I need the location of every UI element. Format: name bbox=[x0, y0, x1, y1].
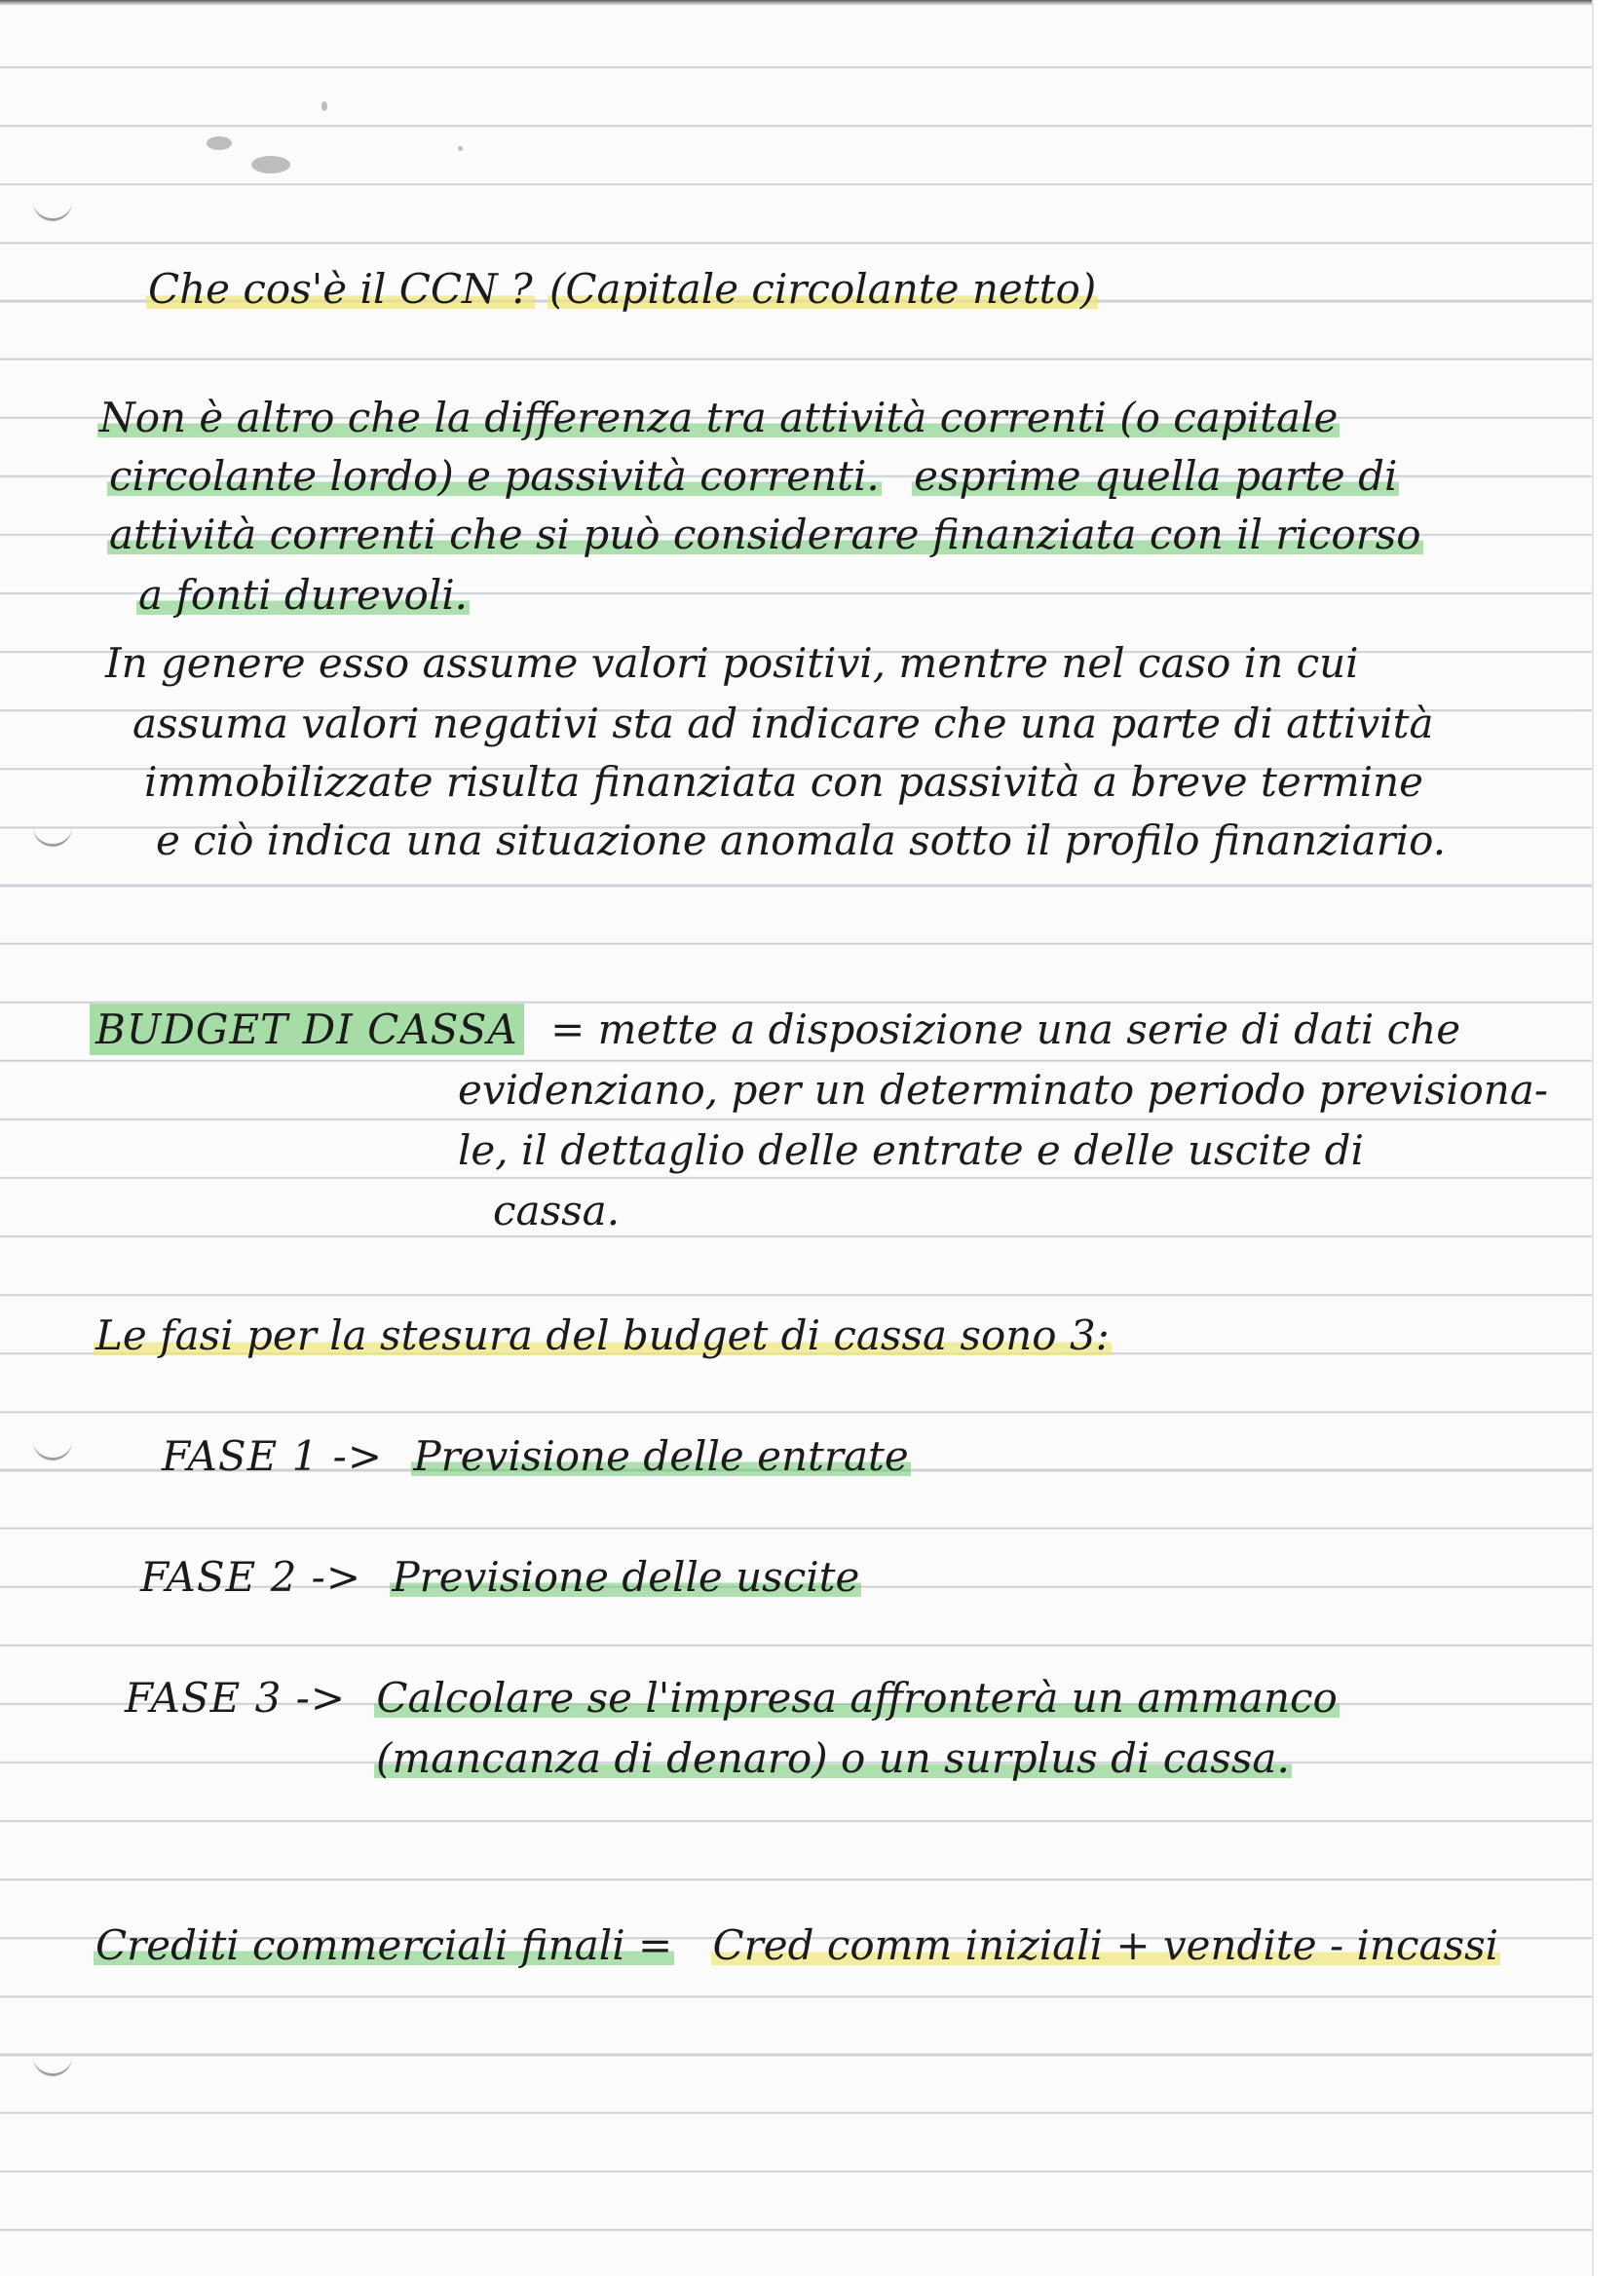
note-title bbox=[146, 265, 1098, 313]
ink-smudge bbox=[458, 146, 463, 151]
title-paren: (Capitale circolante netto) bbox=[548, 265, 1097, 313]
phase-text: Previsione delle entrate bbox=[413, 1432, 909, 1480]
budget-label: BUDGET DI CASSA bbox=[90, 1004, 524, 1055]
formula-rhs: Cred comm iniziali + vendite - incassi bbox=[712, 1921, 1499, 1969]
budget-line-1 bbox=[90, 1005, 1461, 1053]
general-line-4: e ciò indica una situazione anomala sotto il profilo finanziario. bbox=[156, 816, 1447, 864]
general-line-2: assuma valori negativi sta ad indicare che una parte di attività bbox=[132, 700, 1434, 747]
phase-text: (mancanza di denaro) o un surplus di cassa. bbox=[376, 1734, 1290, 1782]
phase-text: Calcolare se l'impresa affronterà un ammanco bbox=[376, 1674, 1338, 1722]
definition-text: a fonti durevoli. bbox=[138, 571, 469, 619]
definition-line-4 bbox=[136, 571, 470, 619]
definition-text: attività correnti che si può considerare finanziata con il ricorso bbox=[109, 511, 1421, 558]
formula-lhs: Crediti commerciali finali = bbox=[95, 1921, 673, 1969]
ink-smudge bbox=[207, 136, 232, 150]
definition-line-2 bbox=[107, 452, 1399, 500]
definition-text: circolante lordo) e passività correnti. bbox=[109, 452, 880, 500]
title-question: Che cos'è il CCN ? bbox=[148, 265, 533, 313]
definition-text: Non è altro che la differenza tra attività correnti (o capitale bbox=[99, 394, 1339, 441]
definition-text: esprime quella parte di bbox=[914, 452, 1398, 500]
definition-line-3 bbox=[107, 511, 1423, 558]
phases-intro-text: Le fasi per la stesura del budget di cassa sono 3: bbox=[95, 1311, 1110, 1359]
budget-line-3: le, il dettaglio delle entrate e delle uscite di bbox=[458, 1126, 1364, 1174]
phase-label: FASE 2 -> bbox=[140, 1553, 362, 1601]
general-line-1: In genere esso assume valori positivi, mentre nel caso in cui bbox=[105, 639, 1359, 687]
binder-hole bbox=[33, 1430, 72, 1460]
phase-text: Previsione delle uscite bbox=[392, 1553, 860, 1601]
binder-hole bbox=[33, 816, 72, 847]
general-line-3: immobilizzate risulta finanziata con passività a breve termine bbox=[144, 758, 1423, 806]
ink-smudge bbox=[321, 101, 327, 111]
phase-label: FASE 1 -> bbox=[162, 1432, 384, 1480]
phase-label: FASE 3 -> bbox=[125, 1674, 347, 1722]
phase-2 bbox=[140, 1553, 861, 1601]
budget-text: = mette a disposizione una serie di dati che bbox=[550, 1005, 1461, 1053]
budget-line-4: cassa. bbox=[493, 1187, 621, 1234]
binder-hole bbox=[33, 191, 72, 221]
phases-intro bbox=[94, 1311, 1112, 1359]
budget-line-2: evidenziano, per un determinato periodo previsiona- bbox=[458, 1066, 1549, 1114]
formula bbox=[94, 1921, 1500, 1969]
binder-hole bbox=[33, 2046, 72, 2076]
phase-3 bbox=[125, 1674, 1340, 1722]
definition-line-1 bbox=[97, 394, 1340, 441]
ink-smudge bbox=[251, 156, 290, 173]
phase-3-continued bbox=[374, 1734, 1292, 1782]
page-top-edge bbox=[0, 0, 1592, 6]
phase-1 bbox=[162, 1432, 911, 1480]
